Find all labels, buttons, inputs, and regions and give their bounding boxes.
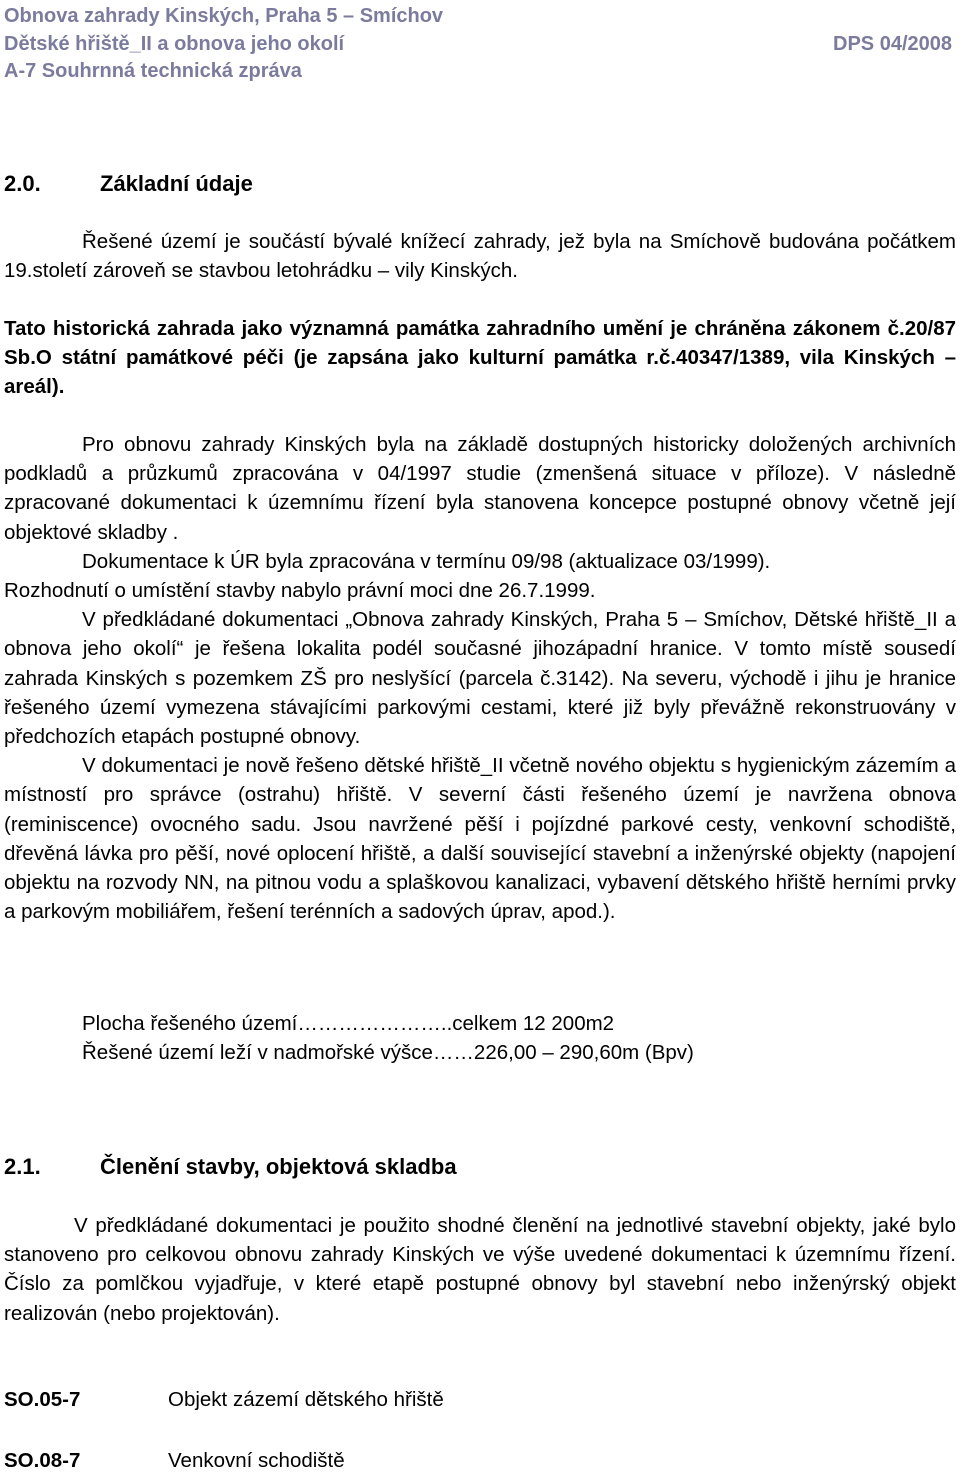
header-project-title: Obnova zahrady Kinských, Praha 5 – Smíchov xyxy=(4,5,444,27)
paragraph-body xyxy=(4,430,956,926)
section-title: Členění stavby, objektová skladba xyxy=(100,1154,457,1179)
paragraph-text: Řešené území je součástí bývalé knížecí zahrady, jež byla na Smíchově budována počátkem 19.století zároveň se stavbou letohrádku – vily Kinských. xyxy=(4,230,956,283)
paragraph-scope: V dokumentaci je nově řešeno dětské hřiště_II včetně nového objektu s hygienickým zázemím a místností pro správce (ostrahu) hřiště. V severní části řešeného území je navržena obnova (reminiscence) ovocného sadu. Jsou navržené pěší i pojízdné parkové cesty, venkovní schodiště, dřevěná lávka pro pěší, nové oplocení hřiště, a další související stavební a inženýrské objekty (napojení objektu na rozvody NN, na pitnou vodu a splaškovou kanalizaci, vybavení dětského hřiště herními prvky a parkovým mobiliářem, řešení terénních a sadových úprav, apod.). xyxy=(4,754,956,924)
paragraph-locality: V předkládané dokumentaci „Obnova zahrady Kinských, Praha 5 – Smíchov, Dětské hřiště_II a obnova jeho okolí“ je řešena lokalita podél současné jihozápadní hranice. V tomto místě sousedí zahrada Kinských s pozemkem ZŠ pro neslyšící (parcela č.3142). Na severu, východě i jihu je hranice řešeného území vymezena stávajícími parkovými cestami, které již byly převážně rekonstruovány v předchozích etapách postupné obnovy. xyxy=(4,608,956,749)
object-code: SO.08-7 xyxy=(4,1449,81,1472)
paragraph-decision: Rozhodnutí o umístění stavby nabylo právní moci dne 26.7.1999. xyxy=(4,579,596,603)
paragraph-history xyxy=(4,227,956,285)
paragraph-study: Pro obnovu zahrady Kinských byla na základě dostupných historicky doložených archivních podkladů a průzkumů zpracována v 04/1997 studie (zmenšená situace v příloze). V následně zpracované dokumentaci k územnímu řízení byla stanovena koncepce postupné obnovy včetně její objektové skladby . xyxy=(4,433,956,544)
paragraph-text: V předkládané dokumentaci je použito shodné členění na jednotlivé stavební objekty, jaké bylo stanoveno pro celkovou obnovu zahrady Kinských ve výše uvedené dokumentaci k územnímu řízení. Číslo za pomlčkou vyjadřuje, v které etapě postupné obnovy byl stavební nebo inženýrský objekt realizován (nebo projektován). xyxy=(4,1214,956,1325)
paragraph-protection xyxy=(4,314,956,402)
object-code: SO.05-7 xyxy=(4,1388,81,1411)
header-subtitle: Dětské hřiště_II a obnova jeho okolí xyxy=(4,33,345,55)
section-heading-2-0 xyxy=(4,170,253,198)
section-heading-2-1 xyxy=(4,1153,457,1181)
section-number: 2.0. xyxy=(4,171,41,196)
section-number: 2.1. xyxy=(4,1154,41,1179)
paragraph-structure xyxy=(4,1211,956,1328)
object-name: Venkovní schodiště xyxy=(168,1449,345,1472)
object-row xyxy=(4,1385,444,1414)
area-line: Plocha řešeného území…………………..celkem 12 200m2 xyxy=(82,1012,615,1035)
altitude-line: Řešené území leží v nadmořské výšce……226,00 – 290,60m (Bpv) xyxy=(82,1041,694,1064)
paragraph-ur: Dokumentace k ÚR byla zpracována v termínu 09/98 (aktualizace 03/1999). xyxy=(82,549,771,573)
section-title: Základní údaje xyxy=(100,171,253,196)
paragraph-text: Tato historická zahrada jako významná památka zahradního umění je chráněna zákonem č.20/87 Sb.O státní památkové péči (je zapsána jako kulturní památka r.č.40347/1389, vila Kinských – areál). xyxy=(4,317,956,399)
header-document-name: A-7 Souhrnná technická zpráva xyxy=(4,60,302,82)
object-name: Objekt zázemí dětského hřiště xyxy=(168,1388,444,1411)
header-document-code: DPS 04/2008 xyxy=(833,33,952,55)
